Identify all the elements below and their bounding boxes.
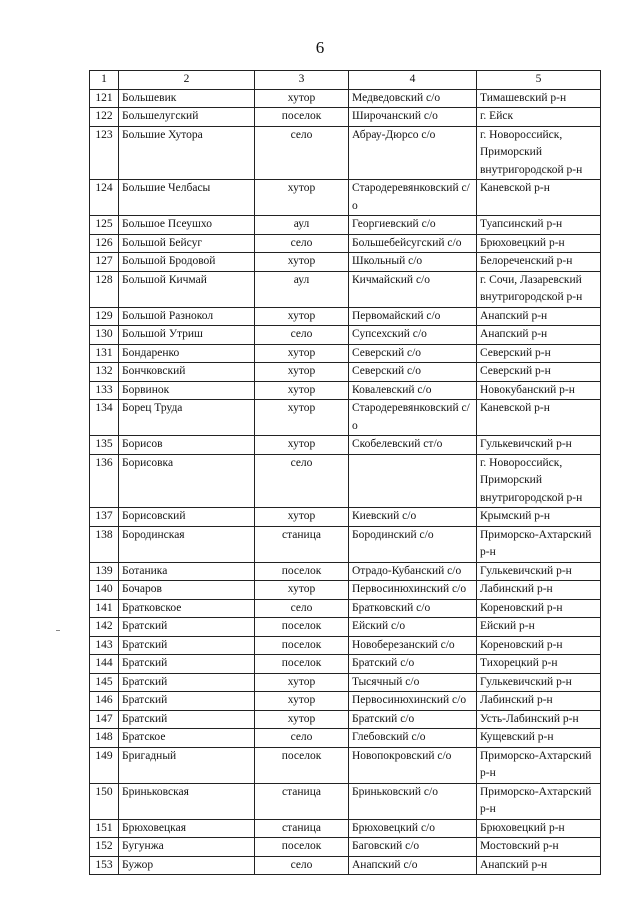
- district-cell: Лабинский р-н: [477, 581, 601, 600]
- district-cell: г. Новороссийск, Приморский внутригородской р-н: [477, 454, 601, 508]
- district-cell: Брюховецкий р-н: [477, 234, 601, 253]
- council-cell: Большебейсугский с/о: [349, 234, 477, 253]
- settlement-type-cell: хутор: [255, 508, 349, 527]
- table-row: [90, 436, 601, 455]
- district-cell: Гулькевичский р-н: [477, 673, 601, 692]
- row-number-cell: 136: [90, 454, 119, 508]
- table-row: [90, 673, 601, 692]
- district-cell: Новокубанский р-н: [477, 381, 601, 400]
- settlement-name-cell: Братское: [119, 729, 255, 748]
- row-number-cell: 145: [90, 673, 119, 692]
- settlement-type-cell: хутор: [255, 344, 349, 363]
- settlement-name-cell: Братский: [119, 636, 255, 655]
- settlement-type-cell: аул: [255, 216, 349, 235]
- settlement-type-cell: поселок: [255, 747, 349, 783]
- settlement-type-cell: хутор: [255, 436, 349, 455]
- council-cell: Георгиевский с/о: [349, 216, 477, 235]
- settlement-name-cell: Братский: [119, 655, 255, 674]
- settlement-name-cell: Борисовский: [119, 508, 255, 527]
- table-row: [90, 89, 601, 108]
- row-number-cell: 147: [90, 710, 119, 729]
- council-cell: Первосинюхинский с/о: [349, 692, 477, 711]
- district-cell: Приморско-Ахтарский р-н: [477, 747, 601, 783]
- council-cell: Стародеревянковский с/о: [349, 400, 477, 436]
- council-cell: Первомайский с/о: [349, 307, 477, 326]
- row-number-cell: 148: [90, 729, 119, 748]
- table-row: [90, 363, 601, 382]
- table-row: [90, 783, 601, 819]
- settlement-name-cell: Борисовка: [119, 454, 255, 508]
- district-cell: Кореновский р-н: [477, 636, 601, 655]
- table-row: [90, 710, 601, 729]
- table-row: [90, 400, 601, 436]
- settlement-name-cell: Бондаренко: [119, 344, 255, 363]
- row-number-cell: 137: [90, 508, 119, 527]
- settlement-name-cell: Бужор: [119, 856, 255, 875]
- row-number-cell: 140: [90, 581, 119, 600]
- settlement-type-cell: село: [255, 326, 349, 345]
- district-cell: Кореновский р-н: [477, 599, 601, 618]
- council-cell: Скобелевский ст/о: [349, 436, 477, 455]
- council-cell: Медведовский с/о: [349, 89, 477, 108]
- row-number-cell: 130: [90, 326, 119, 345]
- header-cell-5: 5: [477, 71, 601, 90]
- district-cell: Каневской р-н: [477, 180, 601, 216]
- district-cell: г. Сочи, Лазаревский внутригородской р-н: [477, 271, 601, 307]
- district-cell: Гулькевичский р-н: [477, 436, 601, 455]
- council-cell: Братский с/о: [349, 655, 477, 674]
- settlement-name-cell: Большой Кичмай: [119, 271, 255, 307]
- table-row: [90, 180, 601, 216]
- settlement-type-cell: село: [255, 126, 349, 180]
- table-row: [90, 381, 601, 400]
- table-row: [90, 838, 601, 857]
- settlement-name-cell: Борец Труда: [119, 400, 255, 436]
- settlement-type-cell: село: [255, 454, 349, 508]
- table-row: [90, 599, 601, 618]
- settlement-type-cell: поселок: [255, 655, 349, 674]
- settlement-type-cell: хутор: [255, 710, 349, 729]
- table-row: [90, 326, 601, 345]
- settlement-name-cell: Братский: [119, 692, 255, 711]
- settlement-type-cell: хутор: [255, 180, 349, 216]
- settlements-table: [89, 70, 601, 875]
- council-cell: Широчанский с/о: [349, 108, 477, 127]
- settlement-name-cell: Борисов: [119, 436, 255, 455]
- table-row: [90, 618, 601, 637]
- settlement-type-cell: хутор: [255, 692, 349, 711]
- table-row: [90, 692, 601, 711]
- table-row: [90, 856, 601, 875]
- council-cell: Братский с/о: [349, 710, 477, 729]
- settlement-name-cell: Большой Утриш: [119, 326, 255, 345]
- settlement-type-cell: поселок: [255, 108, 349, 127]
- table-row: [90, 253, 601, 272]
- settlement-type-cell: село: [255, 856, 349, 875]
- settlement-type-cell: хутор: [255, 363, 349, 382]
- council-cell: [349, 454, 477, 508]
- row-number-cell: 150: [90, 783, 119, 819]
- row-number-cell: 142: [90, 618, 119, 637]
- district-cell: Анапский р-н: [477, 326, 601, 345]
- settlement-type-cell: село: [255, 234, 349, 253]
- settlement-type-cell: аул: [255, 271, 349, 307]
- district-cell: Приморско-Ахтарский р-н: [477, 526, 601, 562]
- council-cell: Северский с/о: [349, 344, 477, 363]
- settlement-name-cell: Братский: [119, 618, 255, 637]
- settlement-name-cell: Большое Псеушхо: [119, 216, 255, 235]
- settlement-name-cell: Брюховецкая: [119, 819, 255, 838]
- district-cell: Мостовский р-н: [477, 838, 601, 857]
- district-cell: Брюховецкий р-н: [477, 819, 601, 838]
- header-cell-1: 1: [90, 71, 119, 90]
- district-cell: Северский р-н: [477, 344, 601, 363]
- row-number-cell: 122: [90, 108, 119, 127]
- row-number-cell: 139: [90, 562, 119, 581]
- table-row: [90, 636, 601, 655]
- table-row: [90, 655, 601, 674]
- row-number-cell: 132: [90, 363, 119, 382]
- settlement-type-cell: станица: [255, 819, 349, 838]
- table-body: [90, 71, 601, 875]
- settlement-type-cell: станица: [255, 783, 349, 819]
- table-row: [90, 271, 601, 307]
- district-cell: Тихорецкий р-н: [477, 655, 601, 674]
- table-row: [90, 126, 601, 180]
- row-number-cell: 123: [90, 126, 119, 180]
- council-cell: Абрау-Дюрсо с/о: [349, 126, 477, 180]
- settlement-name-cell: Большие Хутора: [119, 126, 255, 180]
- settlement-name-cell: Бригадный: [119, 747, 255, 783]
- header-cell-3: 3: [255, 71, 349, 90]
- settlement-type-cell: село: [255, 729, 349, 748]
- scan-mark: [56, 630, 60, 631]
- council-cell: Анапский с/о: [349, 856, 477, 875]
- row-number-cell: 134: [90, 400, 119, 436]
- table-row: [90, 581, 601, 600]
- table-row: [90, 562, 601, 581]
- row-number-cell: 126: [90, 234, 119, 253]
- settlement-type-cell: поселок: [255, 618, 349, 637]
- council-cell: Братковский с/о: [349, 599, 477, 618]
- row-number-cell: 141: [90, 599, 119, 618]
- settlement-name-cell: Большевик: [119, 89, 255, 108]
- settlement-type-cell: хутор: [255, 673, 349, 692]
- council-cell: Тысячный с/о: [349, 673, 477, 692]
- settlement-type-cell: хутор: [255, 253, 349, 272]
- page-number: 6: [315, 38, 325, 57]
- settlement-type-cell: село: [255, 599, 349, 618]
- row-number-cell: 151: [90, 819, 119, 838]
- council-cell: Супсехский с/о: [349, 326, 477, 345]
- council-cell: Кичмайский с/о: [349, 271, 477, 307]
- council-cell: Первосинюхинский с/о: [349, 581, 477, 600]
- district-cell: Ейский р-н: [477, 618, 601, 637]
- table-row: [90, 729, 601, 748]
- header-cell-4: 4: [349, 71, 477, 90]
- district-cell: Анапский р-н: [477, 856, 601, 875]
- table-row: [90, 234, 601, 253]
- district-cell: Крымский р-н: [477, 508, 601, 527]
- row-number-cell: 143: [90, 636, 119, 655]
- district-cell: Туапсинский р-н: [477, 216, 601, 235]
- settlement-name-cell: Большелугский: [119, 108, 255, 127]
- settlement-name-cell: Большой Бродовой: [119, 253, 255, 272]
- row-number-cell: 131: [90, 344, 119, 363]
- table-row: [90, 508, 601, 527]
- table-row: [90, 454, 601, 508]
- table-row: [90, 526, 601, 562]
- row-number-cell: 138: [90, 526, 119, 562]
- council-cell: Глебовский с/о: [349, 729, 477, 748]
- council-cell: Северский с/о: [349, 363, 477, 382]
- settlement-name-cell: Братский: [119, 710, 255, 729]
- row-number-cell: 149: [90, 747, 119, 783]
- row-number-cell: 152: [90, 838, 119, 857]
- settlement-name-cell: Ботаника: [119, 562, 255, 581]
- settlement-type-cell: хутор: [255, 581, 349, 600]
- settlement-type-cell: поселок: [255, 838, 349, 857]
- settlement-type-cell: хутор: [255, 400, 349, 436]
- row-number-cell: 128: [90, 271, 119, 307]
- council-cell: Стародеревянковский с/о: [349, 180, 477, 216]
- settlement-type-cell: хутор: [255, 89, 349, 108]
- row-number-cell: 146: [90, 692, 119, 711]
- council-cell: Ейский с/о: [349, 618, 477, 637]
- council-cell: Брюховецкий с/о: [349, 819, 477, 838]
- settlement-name-cell: Большой Разнокол: [119, 307, 255, 326]
- settlement-name-cell: Бончковский: [119, 363, 255, 382]
- district-cell: Белореченский р-н: [477, 253, 601, 272]
- district-cell: Гулькевичский р-н: [477, 562, 601, 581]
- settlement-type-cell: хутор: [255, 307, 349, 326]
- council-cell: Ковалевский с/о: [349, 381, 477, 400]
- row-number-cell: 124: [90, 180, 119, 216]
- settlement-name-cell: Большие Челбасы: [119, 180, 255, 216]
- council-cell: Новопокровский с/о: [349, 747, 477, 783]
- district-cell: Северский р-н: [477, 363, 601, 382]
- settlement-name-cell: Братский: [119, 673, 255, 692]
- district-cell: Каневской р-н: [477, 400, 601, 436]
- row-number-cell: 125: [90, 216, 119, 235]
- council-cell: Киевский с/о: [349, 508, 477, 527]
- row-number-cell: 127: [90, 253, 119, 272]
- row-number-cell: 129: [90, 307, 119, 326]
- row-number-cell: 144: [90, 655, 119, 674]
- table-header-row: [90, 71, 601, 90]
- row-number-cell: 135: [90, 436, 119, 455]
- council-cell: Бородинский с/о: [349, 526, 477, 562]
- row-number-cell: 153: [90, 856, 119, 875]
- settlement-name-cell: Братковское: [119, 599, 255, 618]
- district-cell: Лабинский р-н: [477, 692, 601, 711]
- table-row: [90, 307, 601, 326]
- table-row: [90, 108, 601, 127]
- district-cell: Кущевский р-н: [477, 729, 601, 748]
- settlement-name-cell: Бочаров: [119, 581, 255, 600]
- district-cell: Приморско-Ахтарский р-н: [477, 783, 601, 819]
- district-cell: Усть-Лабинский р-н: [477, 710, 601, 729]
- table-row: [90, 819, 601, 838]
- settlement-name-cell: Бугунжа: [119, 838, 255, 857]
- settlement-type-cell: хутор: [255, 381, 349, 400]
- settlement-type-cell: поселок: [255, 562, 349, 581]
- table-row: [90, 747, 601, 783]
- district-cell: Анапский р-н: [477, 307, 601, 326]
- district-cell: г. Новороссийск, Приморский внутригородской р-н: [477, 126, 601, 180]
- table-row: [90, 344, 601, 363]
- settlement-type-cell: станица: [255, 526, 349, 562]
- table-row: [90, 216, 601, 235]
- settlement-type-cell: поселок: [255, 636, 349, 655]
- header-cell-2: 2: [119, 71, 255, 90]
- settlement-name-cell: Большой Бейсуг: [119, 234, 255, 253]
- council-cell: Школьный с/о: [349, 253, 477, 272]
- row-number-cell: 121: [90, 89, 119, 108]
- district-cell: г. Ейск: [477, 108, 601, 127]
- council-cell: Новоберезанский с/о: [349, 636, 477, 655]
- settlement-name-cell: Борвинок: [119, 381, 255, 400]
- settlement-name-cell: Бородинская: [119, 526, 255, 562]
- settlement-name-cell: Бриньковская: [119, 783, 255, 819]
- district-cell: Тимашевский р-н: [477, 89, 601, 108]
- council-cell: Баговский с/о: [349, 838, 477, 857]
- council-cell: Бриньковский с/о: [349, 783, 477, 819]
- row-number-cell: 133: [90, 381, 119, 400]
- council-cell: Отрадо-Кубанский с/о: [349, 562, 477, 581]
